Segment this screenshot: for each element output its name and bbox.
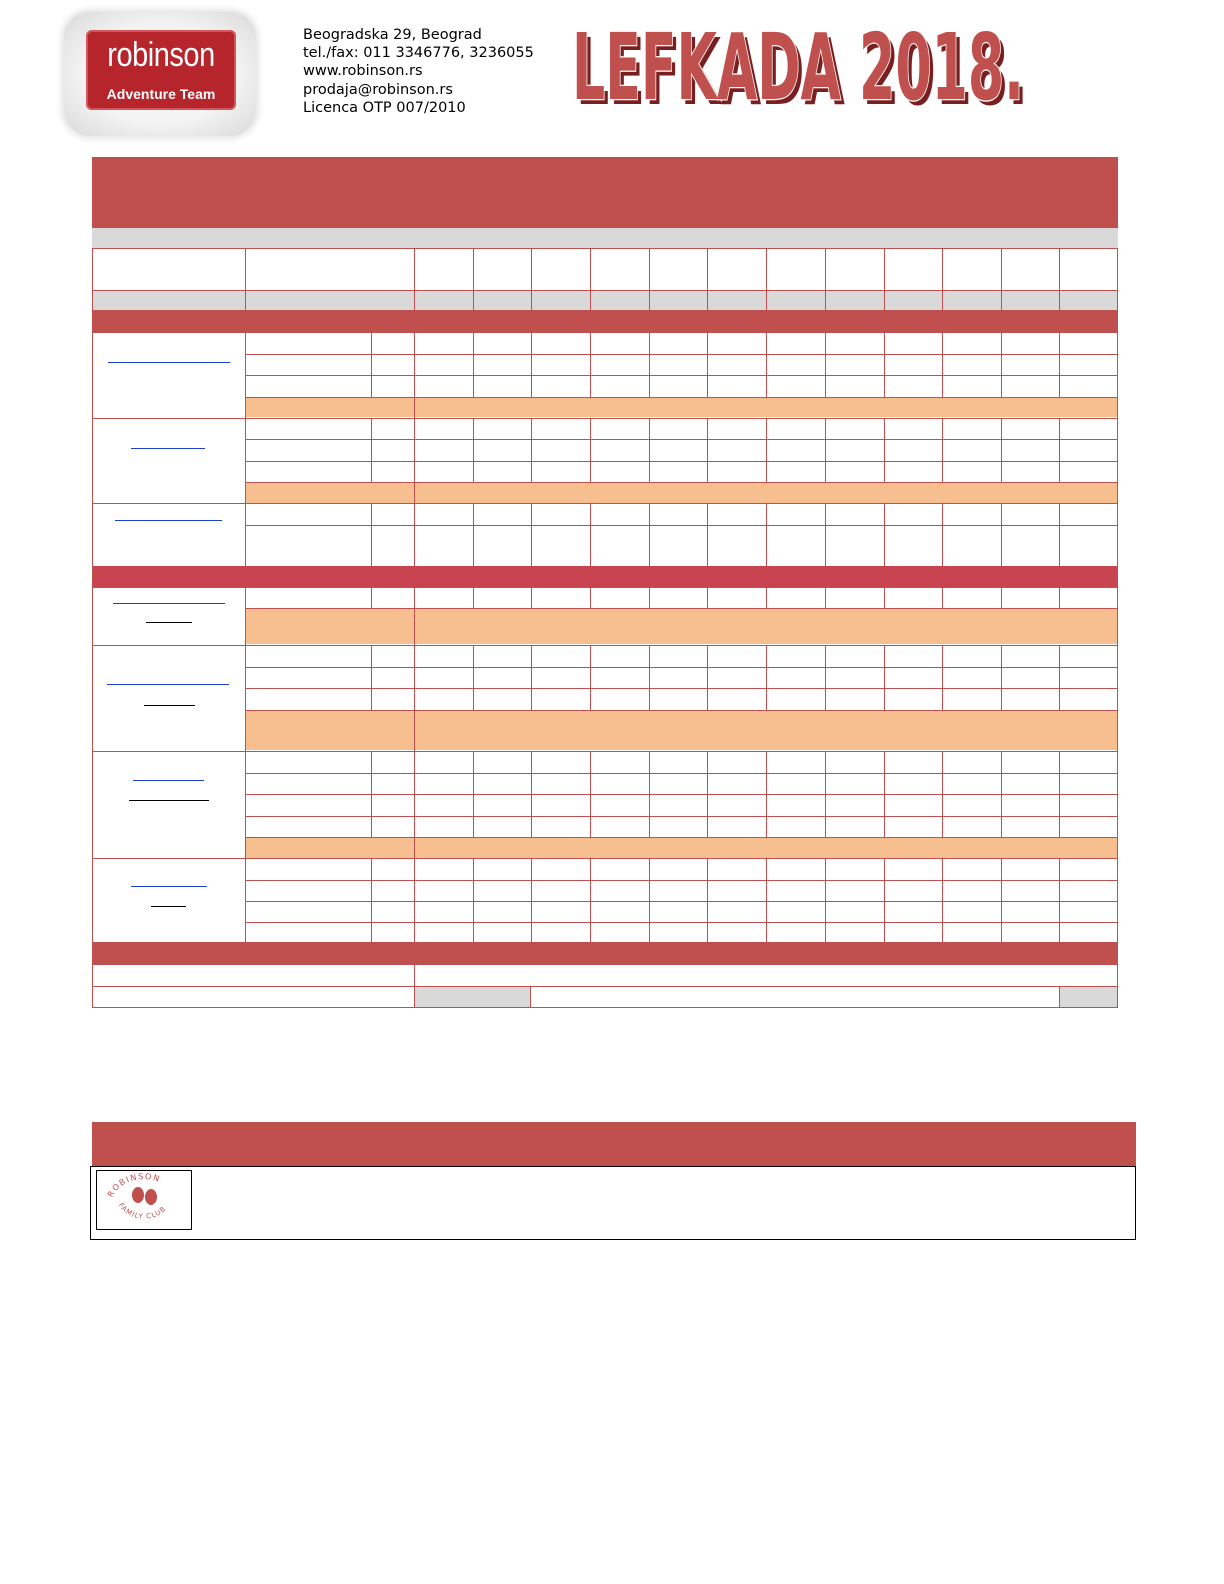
- hotel-link-underline[interactable]: [133, 780, 204, 781]
- contact-license: Licenca OTP 007/2010: [303, 99, 466, 116]
- table-gridline: [766, 858, 767, 942]
- table-gridline: [1059, 332, 1060, 397]
- table-gridline: [245, 482, 1118, 483]
- table-gridline: [473, 858, 474, 942]
- table-gridline: [825, 751, 826, 837]
- table-gridline: [414, 964, 415, 1007]
- table-gridline: [371, 645, 372, 710]
- table-gridline: [1059, 858, 1060, 942]
- table-gridline: [1001, 645, 1002, 710]
- table-gridline: [884, 645, 885, 710]
- table-gridline: [245, 858, 246, 942]
- table-gridline: [245, 503, 246, 566]
- table-gridline: [531, 587, 532, 608]
- table-gridline: [1001, 751, 1002, 837]
- table-gridline: [707, 332, 708, 397]
- table-gridline: [825, 587, 826, 608]
- table-gridline: [825, 645, 826, 710]
- highlight-row: [245, 608, 1118, 644]
- table-gridline: [245, 587, 1118, 588]
- table-gridline: [766, 332, 767, 397]
- table-gridline: [245, 439, 1118, 440]
- table-gridline: [884, 503, 885, 566]
- table-gridline: [245, 751, 1118, 752]
- table-gridline: [245, 858, 1118, 859]
- table-gridline: [942, 858, 943, 942]
- table-gridline: [590, 858, 591, 942]
- robinson-logo: [86, 30, 236, 110]
- table-gridline: [707, 751, 708, 837]
- contact-block: [303, 26, 534, 117]
- table-gridline: [245, 794, 1118, 795]
- table-gridline: [92, 986, 1118, 987]
- footprint-icon: [145, 1189, 157, 1205]
- page-title: [570, 4, 1034, 114]
- family-club-logo-art: [97, 1171, 191, 1229]
- table-gridline: [884, 248, 885, 310]
- table-gridline: [245, 880, 1118, 881]
- table-gridline: [245, 645, 1118, 646]
- svg-text:FAMILY CLUB: FAMILY CLUB: [116, 1201, 168, 1221]
- table-gridline: [245, 773, 1118, 774]
- section-band-1: [92, 310, 1118, 332]
- table-gridline: [414, 710, 415, 751]
- table-gridline: [245, 248, 246, 310]
- table-subheader-band: [92, 228, 1118, 248]
- table-gridline: [766, 587, 767, 608]
- table-gridline: [942, 248, 943, 310]
- table-gridline: [825, 418, 826, 482]
- table-gridline: [884, 751, 885, 837]
- table-gridline: [1059, 503, 1060, 566]
- table-title-band: [92, 157, 1118, 228]
- table-gridline: [245, 354, 1118, 355]
- table-gridline: [473, 645, 474, 710]
- underline-mark: [146, 622, 192, 623]
- table-gridline: [92, 942, 1118, 943]
- table-gridline: [649, 751, 650, 837]
- table-gridline: [245, 816, 1118, 817]
- footprint-icon: [132, 1187, 144, 1203]
- footer-gray-cell: [414, 986, 530, 1007]
- logo-wordmark: robinson: [107, 36, 215, 74]
- highlight-row: [245, 837, 1118, 858]
- table-gridline: [245, 922, 1118, 923]
- family-club-logo: [96, 1170, 192, 1230]
- table-gridline: [825, 332, 826, 397]
- table-gridline: [649, 858, 650, 942]
- table-gridline: [473, 751, 474, 837]
- logo-tagline: Adventure Team: [106, 86, 216, 102]
- table-gridline: [414, 645, 415, 710]
- family-club-band: [92, 1122, 1136, 1167]
- table-gridline: [371, 751, 372, 837]
- table-gridline: [473, 332, 474, 397]
- table-gridline: [766, 645, 767, 710]
- table-gridline: [531, 503, 532, 566]
- table-gridline: [371, 418, 372, 482]
- table-gridline: [707, 858, 708, 942]
- section-band-3: [92, 942, 1118, 964]
- table-gridline: [649, 587, 650, 608]
- table-gridline: [245, 503, 1118, 504]
- table-gridline: [414, 858, 415, 942]
- contact-phone: tel./fax: 011 3346776, 3236055: [303, 45, 534, 62]
- family-club-box: [90, 1166, 1136, 1240]
- table-gridline: [245, 688, 1118, 689]
- hotel-link-underline[interactable]: [113, 603, 225, 604]
- table-gridline: [245, 397, 1118, 398]
- table-gridline: [414, 248, 415, 310]
- table-gridline: [1059, 248, 1060, 310]
- table-gridline: [590, 332, 591, 397]
- table-gridline: [1059, 418, 1060, 482]
- hotel-link-underline[interactable]: [108, 362, 230, 363]
- table-gridline: [766, 248, 767, 310]
- table-gridline: [531, 751, 532, 837]
- table-gridline: [245, 645, 246, 751]
- table-gridline: [590, 418, 591, 482]
- table-gridline: [245, 525, 1118, 526]
- hotel-link-underline[interactable]: [131, 886, 207, 887]
- hotel-link-underline[interactable]: [115, 520, 222, 521]
- table-gridline: [649, 503, 650, 566]
- table-gridline: [942, 587, 943, 608]
- highlight-row: [245, 397, 1118, 417]
- table-gridline: [1059, 587, 1060, 608]
- table-gridline: [371, 858, 372, 942]
- table-gridline: [1001, 587, 1002, 608]
- table-gridline: [473, 248, 474, 310]
- underline-mark: [129, 800, 209, 801]
- table-gridline: [245, 751, 246, 858]
- table-gridline: [245, 375, 1118, 376]
- table-gridline: [707, 248, 708, 310]
- table-gridline: [707, 503, 708, 566]
- table-gridline: [1001, 418, 1002, 482]
- table-gridline: [245, 667, 1118, 668]
- table-gridline: [942, 418, 943, 482]
- hotel-link-underline[interactable]: [131, 448, 205, 449]
- table-gridline: [649, 645, 650, 710]
- table-gridline: [1001, 503, 1002, 566]
- table-gridline: [92, 964, 1118, 965]
- table-gridline: [590, 587, 591, 608]
- table-gridline: [371, 332, 372, 397]
- table-gridline: [245, 418, 246, 503]
- table-gridline: [766, 751, 767, 837]
- table-gridline: [531, 248, 532, 310]
- svg-text:ROBINSON: ROBINSON: [105, 1171, 162, 1199]
- table-gridline: [942, 332, 943, 397]
- table-gridline: [590, 751, 591, 837]
- table-gridline: [884, 858, 885, 942]
- table-gridline: [531, 645, 532, 710]
- table-gridline: [884, 587, 885, 608]
- table-gridline: [884, 418, 885, 482]
- table-gridline: [473, 418, 474, 482]
- page-title-text: LEFKADA 2018.: [572, 14, 1024, 114]
- table-gridline: [1001, 332, 1002, 397]
- table-gridline: [590, 248, 591, 310]
- table-gridline: [414, 751, 415, 837]
- table-gridline: [942, 503, 943, 566]
- contact-address: Beogradska 29, Beograd: [303, 27, 482, 43]
- table-gridline: [825, 248, 826, 310]
- page-title-shadow: LEFKADA 2018.: [576, 19, 1028, 114]
- table-gridline: [649, 248, 650, 310]
- table-gridline: [649, 332, 650, 397]
- table-gridline: [766, 503, 767, 566]
- table-gridline: [414, 332, 415, 397]
- table-gridline: [1059, 986, 1060, 1007]
- table-gridline: [825, 503, 826, 566]
- table-gridline: [766, 418, 767, 482]
- highlight-row: [245, 710, 1118, 750]
- table-gridline: [245, 901, 1118, 902]
- underline-mark: [151, 906, 186, 907]
- table-gridline: [245, 587, 246, 645]
- table-gridline: [1001, 248, 1002, 310]
- table-gridline: [649, 418, 650, 482]
- contact-website: www.robinson.rs: [303, 63, 423, 80]
- table-gridline: [473, 587, 474, 608]
- table-gridline: [1059, 645, 1060, 710]
- table-gridline: [1059, 751, 1060, 837]
- underline-mark: [144, 705, 195, 706]
- table-gridline: [590, 645, 591, 710]
- table-gridline: [414, 608, 415, 645]
- table-gridline: [707, 587, 708, 608]
- highlight-row: [245, 482, 1118, 503]
- table-gridline: [942, 645, 943, 710]
- table-gridline: [371, 503, 372, 566]
- table-gridline: [825, 858, 826, 942]
- table-gridline: [707, 418, 708, 482]
- table-gridline: [414, 503, 415, 566]
- table-gridline: [414, 418, 415, 482]
- table-gridline: [245, 837, 1118, 838]
- section-band-2: [92, 566, 1118, 587]
- table-gridline: [414, 482, 415, 503]
- table-gridline: [371, 587, 372, 608]
- hotel-link-underline[interactable]: [107, 684, 229, 685]
- table-gridline: [531, 332, 532, 397]
- table-gridline: [473, 503, 474, 566]
- table-gridline: [590, 503, 591, 566]
- table-gridline: [245, 461, 1118, 462]
- contact-email: prodaja@robinson.rs: [303, 81, 453, 98]
- table-gridline: [531, 418, 532, 482]
- table-gridline: [942, 751, 943, 837]
- table-gridline: [707, 645, 708, 710]
- footer-gray-cell: [1059, 986, 1118, 1007]
- table-gridline: [1001, 858, 1002, 942]
- table-gridline: [414, 587, 415, 608]
- table-gridline: [530, 986, 531, 1007]
- table-gridline: [245, 418, 1118, 419]
- table-gridline: [414, 397, 415, 418]
- table-gridline: [414, 837, 415, 858]
- table-gridline: [245, 710, 1118, 711]
- table-gridline: [245, 608, 1118, 609]
- table-gridline: [531, 858, 532, 942]
- table-gridline: [245, 332, 1118, 333]
- table-gridline: [884, 332, 885, 397]
- table-gridline: [245, 332, 246, 418]
